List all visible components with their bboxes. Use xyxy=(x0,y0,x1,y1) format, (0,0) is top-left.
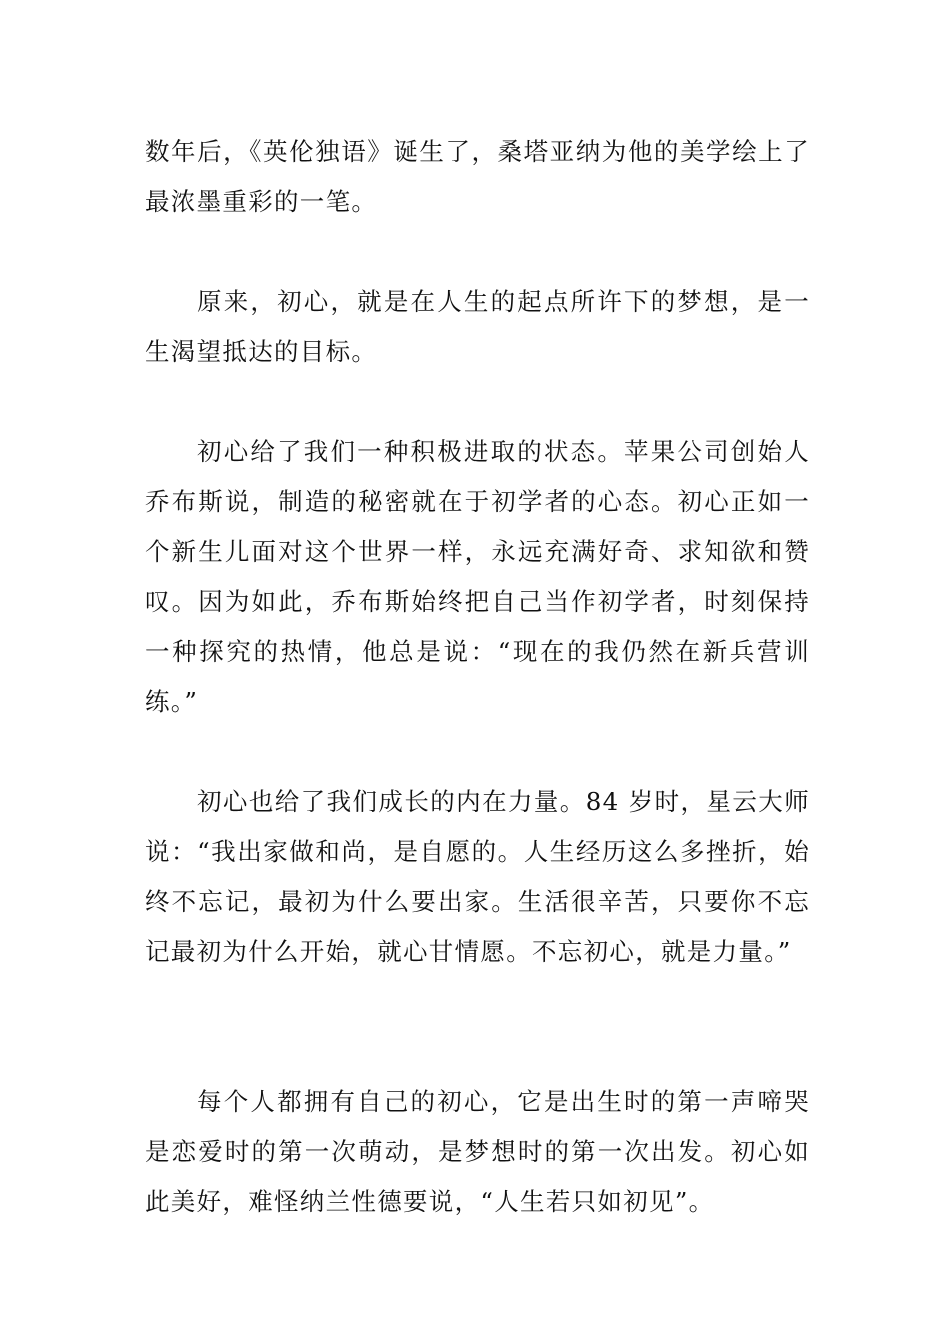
paragraph-5: 每个人都拥有自己的初心，它是出生时的第一声啼哭是恋爱时的第一次萌动，是梦想时的第一次出发。初心如此美好，难怪纳兰性德要说，“人生若只如初见”。 xyxy=(145,1087,810,1216)
paragraph-4: 初心也给了我们成长的内在力量。84 岁时，星云大师说：“我出家做和尚，是自愿的。人生经历这么多挫折，始终不忘记，最初为什么要出家。生活很辛苦，只要你不忘记最初为什么开始，就心甘情愿。不忘初心，就是力量。” xyxy=(145,787,810,966)
paragraph-2: 原来，初心，就是在人生的起点所许下的梦想，是一生渴望抵达的目标。 xyxy=(145,287,810,366)
paragraph-3: 初心给了我们一种积极进取的状态。苹果公司创始人乔布斯说，制造的秘密就在于初学者的心态。初心正如一个新生儿面对这个世界一样，永远充满好奇、求知欲和赞叹。因为如此，乔布斯始终把自己当作初学者，时刻保持一种探究的热情，他总是说：“现在的我仍然在新兵营训练。” xyxy=(145,437,810,716)
paragraph-1: 数年后，《英伦独语》诞生了，桑塔亚纳为他的美学绘上了最浓墨重彩的一笔。 xyxy=(145,137,810,216)
